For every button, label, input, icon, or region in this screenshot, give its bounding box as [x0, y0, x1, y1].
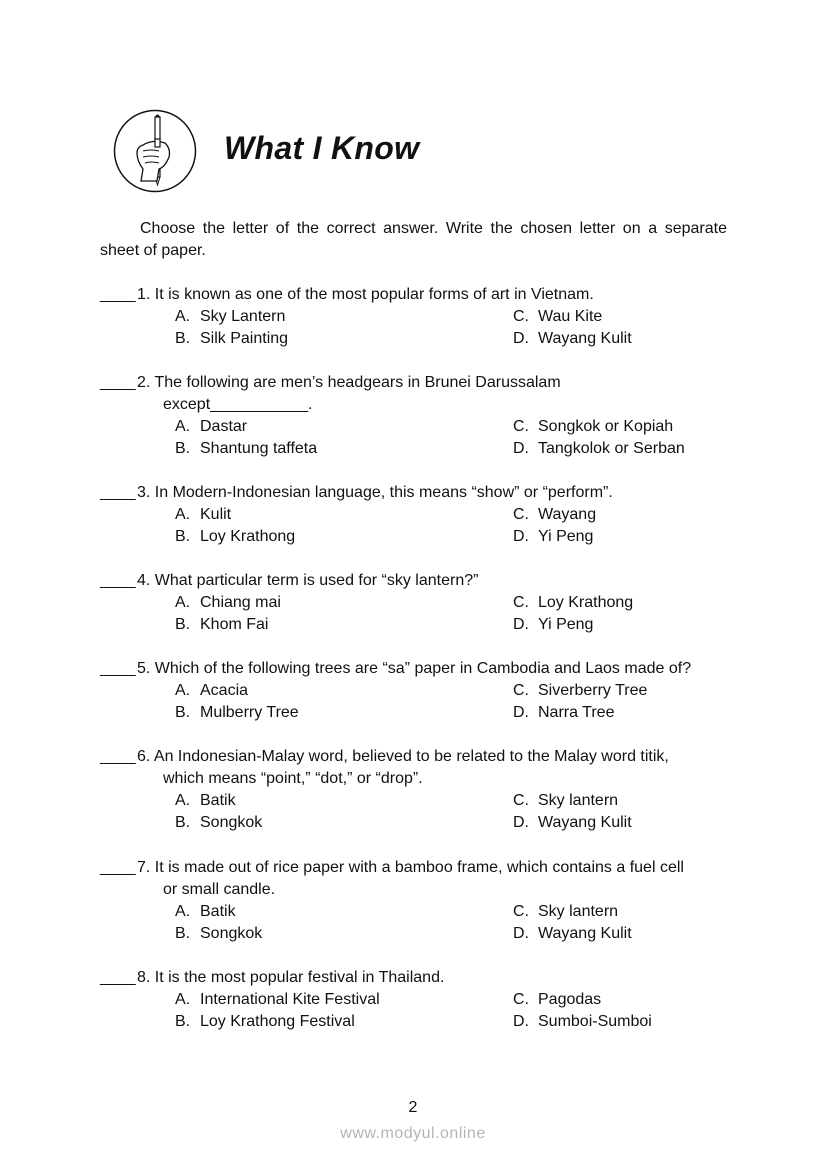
- answer-option: [175, 306, 513, 328]
- option-text: Silk Painting: [200, 330, 289, 347]
- question-text: 5. Which of the following trees are “sa” paper in Cambodia and Laos made of?: [137, 660, 692, 677]
- answer-blank[interactable]: ____: [100, 660, 136, 677]
- answer-option: [513, 614, 733, 636]
- question-item: [100, 746, 740, 834]
- option-text: Tangkolok or Serban: [538, 440, 685, 457]
- answer-option: [175, 790, 513, 812]
- option-letter: A.: [175, 418, 191, 435]
- option-letter: B.: [175, 528, 191, 545]
- option-text: Kulit: [200, 506, 232, 523]
- option-text: Wayang Kulit: [538, 814, 632, 831]
- answer-option: [513, 812, 733, 834]
- option-text: Wayang Kulit: [538, 925, 632, 942]
- answer-blank[interactable]: ____: [100, 374, 136, 391]
- option-text: Shantung taffeta: [200, 440, 318, 457]
- option-text: Songkok or Kopiah: [538, 418, 674, 435]
- option-letter: A.: [175, 903, 191, 920]
- option-letter: C.: [513, 991, 529, 1008]
- option-text: Acacia: [200, 682, 249, 699]
- answer-option: [175, 1011, 513, 1033]
- answer-option: [175, 901, 513, 923]
- answer-option: [175, 680, 513, 702]
- question-item: [100, 482, 740, 548]
- answer-option: [175, 614, 513, 636]
- answer-blank[interactable]: ____: [100, 859, 136, 876]
- question-text: 6. An Indonesian-Malay word, believed to be related to the Malay word titik,: [137, 748, 669, 765]
- option-letter: A.: [175, 682, 191, 699]
- question-text: 1. It is known as one of the most popular forms of art in Vietnam.: [137, 286, 594, 303]
- answer-option: [513, 504, 733, 526]
- answer-blank[interactable]: ____: [100, 484, 136, 501]
- option-letter: A.: [175, 991, 191, 1008]
- option-text: Pagodas: [538, 991, 602, 1008]
- option-letter: B.: [175, 616, 191, 633]
- question-item: [100, 284, 740, 350]
- answer-option: [175, 504, 513, 526]
- answer-blank[interactable]: ____: [100, 572, 136, 589]
- answer-option: [513, 592, 733, 614]
- option-text: Sumboi-Sumboi: [538, 1013, 652, 1030]
- answer-option: [513, 680, 733, 702]
- question-text: 4. What particular term is used for “sky lantern?”: [137, 572, 479, 589]
- answer-option: [513, 901, 733, 923]
- option-letter: C.: [513, 506, 529, 523]
- option-text: Wayang Kulit: [538, 330, 632, 347]
- option-text: Sky lantern: [538, 792, 619, 809]
- answer-option: [175, 328, 513, 350]
- option-text: Chiang mai: [200, 594, 281, 611]
- answer-option: [513, 989, 733, 1011]
- option-text: International Kite Festival: [200, 991, 380, 1008]
- option-text: Siverberry Tree: [538, 682, 648, 699]
- option-letter: A.: [175, 792, 191, 809]
- question-text-continued: which means “point,” “dot,” or “drop”.: [163, 770, 423, 787]
- option-letter: D.: [513, 528, 529, 545]
- question-item: [100, 372, 740, 460]
- watermark: www.modyul.online: [340, 1125, 486, 1142]
- answer-option: [513, 438, 733, 460]
- option-letter: A.: [175, 308, 191, 325]
- option-text: Yi Peng: [538, 616, 594, 633]
- answer-option: [513, 1011, 733, 1033]
- answer-option: [513, 790, 733, 812]
- answer-blank[interactable]: ____: [100, 286, 136, 303]
- question-text: 3. In Modern-Indonesian language, this means “show” or “perform”.: [137, 484, 613, 501]
- option-text: Khom Fai: [200, 616, 269, 633]
- option-text: Sky lantern: [538, 903, 619, 920]
- option-text: Narra Tree: [538, 704, 615, 721]
- option-letter: D.: [513, 925, 529, 942]
- option-text: Sky Lantern: [200, 308, 286, 325]
- answer-blank[interactable]: ____: [100, 969, 136, 986]
- option-letter: B.: [175, 704, 191, 721]
- option-letter: C.: [513, 594, 529, 611]
- option-letter: B.: [175, 925, 191, 942]
- option-text: Dastar: [200, 418, 248, 435]
- question-text-continued: except___________.: [163, 396, 313, 413]
- option-text: Songkok: [200, 814, 263, 831]
- answer-option: [175, 526, 513, 548]
- option-text: Loy Krathong: [200, 528, 296, 545]
- question-text: 2. The following are men’s headgears in Brunei Darussalam: [137, 374, 561, 391]
- option-letter: C.: [513, 418, 529, 435]
- option-text: Loy Krathong Festival: [200, 1013, 355, 1030]
- option-letter: B.: [175, 440, 191, 457]
- option-text: Batik: [200, 903, 236, 920]
- answer-option: [513, 306, 733, 328]
- option-letter: B.: [175, 814, 191, 831]
- answer-option: [175, 592, 513, 614]
- answer-option: [513, 526, 733, 548]
- option-letter: A.: [175, 594, 191, 611]
- option-letter: B.: [175, 330, 191, 347]
- option-letter: C.: [513, 308, 529, 325]
- answer-option: [175, 812, 513, 834]
- question-text: 7. It is made out of rice paper with a bamboo frame, which contains a fuel cell: [137, 859, 684, 876]
- question-item: [100, 857, 740, 945]
- option-letter: D.: [513, 814, 529, 831]
- page-number: 2: [408, 1099, 418, 1116]
- option-letter: D.: [513, 1013, 529, 1030]
- option-letter: D.: [513, 616, 529, 633]
- option-text: Loy Krathong: [538, 594, 634, 611]
- option-text: Batik: [200, 792, 236, 809]
- answer-option: [175, 989, 513, 1011]
- question-item: [100, 967, 740, 1033]
- option-letter: D.: [513, 440, 529, 457]
- option-text: Wayang: [538, 506, 597, 523]
- option-letter: D.: [513, 704, 529, 721]
- answer-option: [513, 702, 733, 724]
- question-item: [100, 658, 740, 724]
- answer-option: [175, 702, 513, 724]
- option-text: Yi Peng: [538, 528, 594, 545]
- answer-blank[interactable]: ____: [100, 748, 136, 765]
- question-text-continued: or small candle.: [163, 881, 276, 898]
- page-title: What I Know: [224, 130, 420, 166]
- option-letter: B.: [175, 1013, 191, 1030]
- answer-option: [513, 923, 733, 945]
- answer-option: [175, 923, 513, 945]
- option-text: Wau Kite: [538, 308, 603, 325]
- option-letter: C.: [513, 903, 529, 920]
- option-text: Songkok: [200, 925, 263, 942]
- answer-option: [175, 438, 513, 460]
- instructions: Choose the letter of the correct answer. Write the chosen letter on a separate sheet of paper.: [100, 220, 727, 259]
- option-letter: A.: [175, 506, 191, 523]
- option-letter: C.: [513, 792, 529, 809]
- answer-option: [513, 328, 733, 350]
- answer-option: [513, 416, 733, 438]
- hand-holding-pencil-icon: [113, 109, 197, 193]
- answer-option: [175, 416, 513, 438]
- question-text: 8. It is the most popular festival in Thailand.: [137, 969, 445, 986]
- option-letter: C.: [513, 682, 529, 699]
- option-letter: D.: [513, 330, 529, 347]
- option-text: Mulberry Tree: [200, 704, 299, 721]
- question-item: [100, 570, 740, 636]
